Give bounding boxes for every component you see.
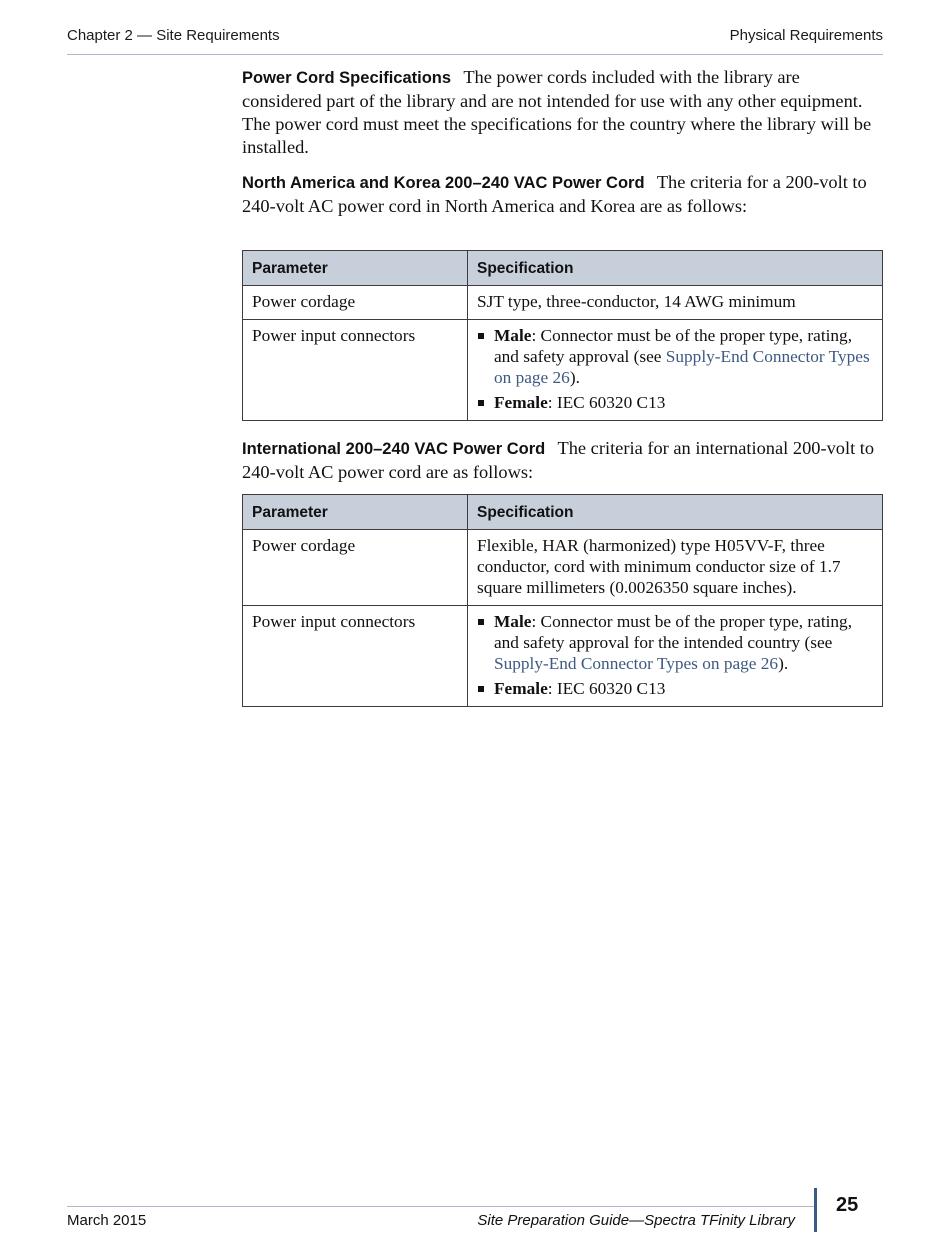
international-table-wrap [242,494,883,707]
international-paragraph [242,437,883,484]
na-korea-section [242,171,883,218]
male-text: : Connector must be of the proper type, rating, and safety approval for the intended country (see [494,612,853,652]
cell-parameter: Power cordage [243,530,468,606]
cell-parameter: Power input connectors [243,606,468,707]
female-text: : IEC 60320 C13 [547,679,666,698]
section-title: Physical Requirements [729,27,883,44]
page-header [67,26,883,55]
bullet-icon [478,400,484,406]
chapter-title: Chapter 2 — Site Requirements [67,27,280,44]
male-end: ). [778,654,789,673]
female-text: : IEC 60320 C13 [547,393,666,412]
column-header-specification: Specification [468,495,883,530]
footer-divider [67,1206,815,1207]
bullet-icon [478,333,484,339]
male-text: : Connector must be of the proper type, rating, and safety approval (see [494,326,853,366]
supply-end-connector-link[interactable]: Supply-End Connector Types on page 26 [494,347,870,387]
connector-list [477,325,873,413]
list-item-female [477,392,873,413]
female-term: Female [494,393,548,412]
page-number: 25 [836,1194,859,1216]
intro-heading: Power Cord Specifications [242,69,452,87]
list-item-male [477,611,873,674]
bullet-icon [478,686,484,692]
international-text: The criteria for an international 200-volt to 240-volt AC power cord are as follows: [242,438,875,482]
table-row [243,606,883,707]
na-korea-text: The criteria for a 200-volt to 240-volt AC power cord in North America and Korea are as follows: [242,172,867,216]
cell-specification [468,606,883,707]
list-item-female [477,678,873,699]
male-end: ). [569,368,580,387]
footer-accent-bar [814,1188,817,1232]
international-spec-table [242,494,883,707]
table-header-row [243,251,883,286]
cell-specification [468,320,883,421]
male-term: Male [494,326,532,345]
intro-section [242,66,883,159]
column-header-parameter: Parameter [243,495,468,530]
cell-parameter: Power cordage [243,286,468,320]
table-row [243,530,883,606]
list-item-male [477,325,873,388]
international-section [242,437,883,484]
cell-parameter: Power input connectors [243,320,468,421]
cell-specification: Flexible, HAR (harmonized) type H05VV-F, three conductor, cord with minimum conductor size of 1.7 square millimeters (0.0026350 square inches). [468,530,883,606]
na-korea-paragraph [242,171,883,218]
table-row [243,286,883,320]
footer-document-title: Site Preparation Guide—Spectra TFinity Library [477,1212,795,1229]
column-header-specification: Specification [468,251,883,286]
intro-paragraph [242,66,883,159]
table-row [243,320,883,421]
female-term: Female [494,679,548,698]
table-header-row [243,495,883,530]
intro-text: The power cords included with the library are considered part of the library and are not intended for use with any other equipment. The power cord must meet the specifications for the country where the library will be installed. [242,67,872,157]
connector-list [477,611,873,699]
bullet-icon [478,619,484,625]
na-korea-spec-table [242,250,883,421]
na-korea-table-wrap [242,250,883,421]
male-term: Male [494,612,532,631]
international-heading: International 200–240 VAC Power Cord [242,440,546,458]
supply-end-connector-link[interactable]: Supply-End Connector Types on page 26 [494,654,779,673]
footer-date: March 2015 [67,1212,147,1229]
cell-specification: SJT type, three-conductor, 14 AWG minimum [468,286,883,320]
column-header-parameter: Parameter [243,251,468,286]
na-korea-heading: North America and Korea 200–240 VAC Power Cord [242,174,645,192]
